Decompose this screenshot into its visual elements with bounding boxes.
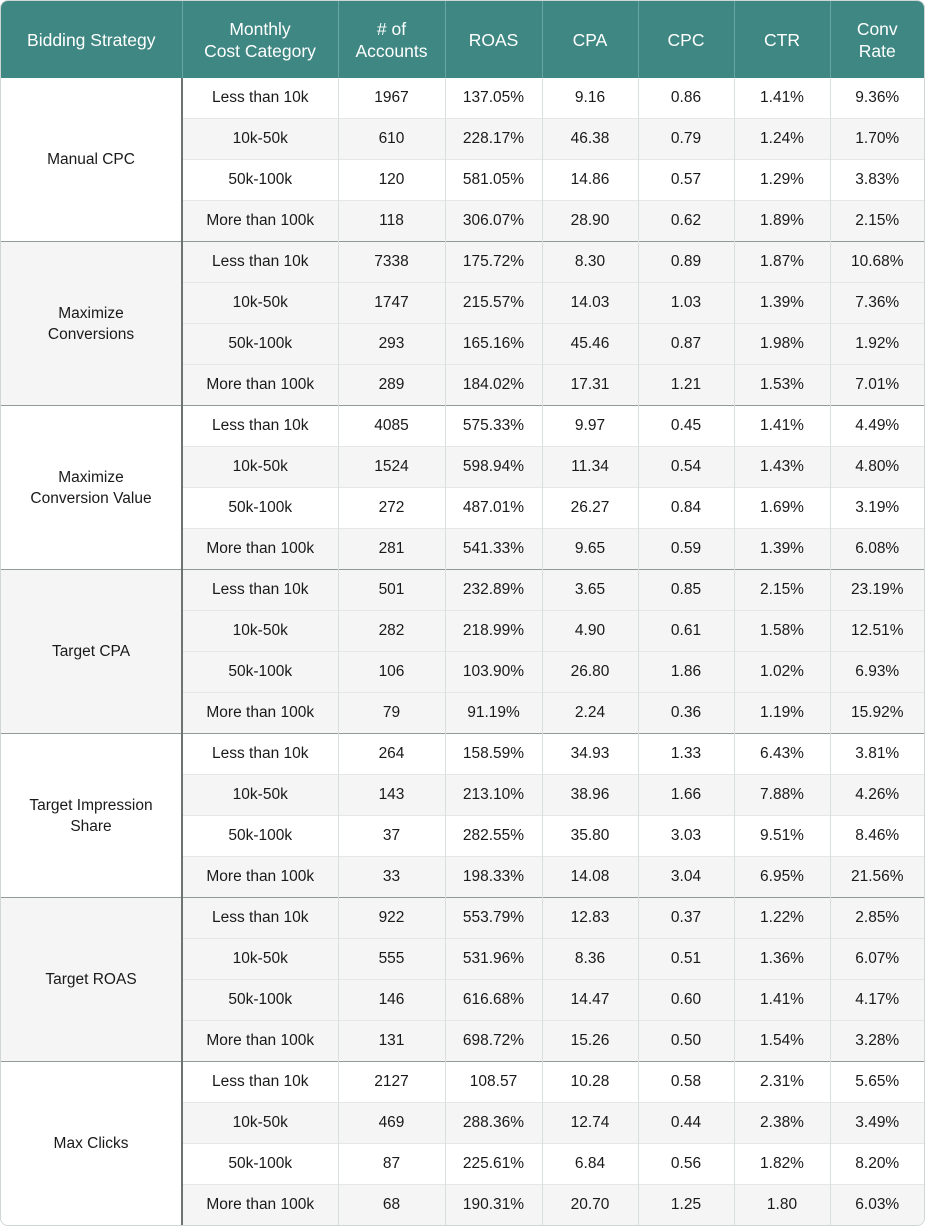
conv-rate-cell: 1.70% xyxy=(830,119,924,160)
cost-category-cell: Less than 10k xyxy=(182,1062,338,1103)
conv-rate-cell: 3.83% xyxy=(830,160,924,201)
roas-cell: 218.99% xyxy=(445,611,542,652)
ctr-cell: 6.95% xyxy=(734,857,830,898)
cost-category-cell: More than 100k xyxy=(182,857,338,898)
cost-category-cell: More than 100k xyxy=(182,365,338,406)
cpc-cell: 0.85 xyxy=(638,570,734,611)
accounts-cell: 501 xyxy=(338,570,445,611)
roas-cell: 553.79% xyxy=(445,898,542,939)
strategy-label-line: Maximize xyxy=(58,468,124,486)
strategy-label-line: Max Clicks xyxy=(53,1135,129,1152)
cpa-cell: 12.83 xyxy=(542,898,638,939)
conv-rate-cell: 12.51% xyxy=(830,611,924,652)
roas-cell: 487.01% xyxy=(445,488,542,529)
cpc-cell: 1.25 xyxy=(638,1185,734,1226)
accounts-cell: 272 xyxy=(338,488,445,529)
strategy-label-line: Target ROAS xyxy=(45,971,137,988)
roas-cell: 306.07% xyxy=(445,201,542,242)
ctr-cell: 1.87% xyxy=(734,242,830,283)
cpc-cell: 0.59 xyxy=(638,529,734,570)
ctr-cell: 1.82% xyxy=(734,1144,830,1185)
cost-category-cell: 50k-100k xyxy=(182,488,338,529)
cpa-cell: 12.74 xyxy=(542,1103,638,1144)
conv-rate-cell: 2.85% xyxy=(830,898,924,939)
cost-category-cell: 10k-50k xyxy=(182,611,338,652)
cost-category-cell: 50k-100k xyxy=(182,160,338,201)
conv-rate-cell: 2.15% xyxy=(830,201,924,242)
ctr-cell: 1.43% xyxy=(734,447,830,488)
accounts-cell: 282 xyxy=(338,611,445,652)
cost-category-cell: Less than 10k xyxy=(182,898,338,939)
conv-rate-cell: 3.19% xyxy=(830,488,924,529)
ctr-cell: 1.02% xyxy=(734,652,830,693)
table-row xyxy=(1,570,924,611)
conv-rate-cell: 3.49% xyxy=(830,1103,924,1144)
roas-cell: 698.72% xyxy=(445,1021,542,1062)
conv-rate-cell: 4.26% xyxy=(830,775,924,816)
cpc-cell: 0.87 xyxy=(638,324,734,365)
roas-cell: 575.33% xyxy=(445,406,542,447)
accounts-cell: 87 xyxy=(338,1144,445,1185)
ctr-cell: 1.24% xyxy=(734,119,830,160)
accounts-cell: 922 xyxy=(338,898,445,939)
accounts-cell: 143 xyxy=(338,775,445,816)
accounts-cell: 1747 xyxy=(338,283,445,324)
roas-cell: 184.02% xyxy=(445,365,542,406)
accounts-cell: 37 xyxy=(338,816,445,857)
ctr-cell: 1.69% xyxy=(734,488,830,529)
conv-rate-cell: 5.65% xyxy=(830,1062,924,1103)
roas-cell: 616.68% xyxy=(445,980,542,1021)
table-row xyxy=(1,898,924,939)
cpa-cell: 15.26 xyxy=(542,1021,638,1062)
cpc-cell: 1.21 xyxy=(638,365,734,406)
cpa-cell: 9.65 xyxy=(542,529,638,570)
cpa-cell: 46.38 xyxy=(542,119,638,160)
column-header-conv-rate xyxy=(830,1,924,78)
roas-cell: 215.57% xyxy=(445,283,542,324)
ctr-cell: 1.58% xyxy=(734,611,830,652)
cost-category-cell: 10k-50k xyxy=(182,283,338,324)
cpa-cell: 34.93 xyxy=(542,734,638,775)
ctr-cell: 6.43% xyxy=(734,734,830,775)
accounts-cell: 1967 xyxy=(338,78,445,119)
ctr-cell: 7.88% xyxy=(734,775,830,816)
strategy-cell xyxy=(1,570,182,734)
cpc-cell: 0.54 xyxy=(638,447,734,488)
roas-cell: 531.96% xyxy=(445,939,542,980)
header-row xyxy=(1,1,924,78)
cost-category-cell: 10k-50k xyxy=(182,119,338,160)
cpc-cell: 0.79 xyxy=(638,119,734,160)
ctr-cell: 2.31% xyxy=(734,1062,830,1103)
strategy-label-line: Conversions xyxy=(47,325,135,343)
roas-cell: 198.33% xyxy=(445,857,542,898)
cost-category-cell: 50k-100k xyxy=(182,816,338,857)
cpc-cell: 0.45 xyxy=(638,406,734,447)
cpc-cell: 0.58 xyxy=(638,1062,734,1103)
conv-rate-cell: 8.46% xyxy=(830,816,924,857)
cost-category-cell: Less than 10k xyxy=(182,78,338,119)
table-row xyxy=(1,242,924,283)
conv-rate-cell: 3.28% xyxy=(830,1021,924,1062)
cpc-cell: 0.84 xyxy=(638,488,734,529)
cost-category-cell: 50k-100k xyxy=(182,652,338,693)
conv-rate-cell: 6.03% xyxy=(830,1185,924,1226)
ctr-cell: 2.15% xyxy=(734,570,830,611)
cost-category-cell: 10k-50k xyxy=(182,1103,338,1144)
cpc-cell: 0.86 xyxy=(638,78,734,119)
cost-category-cell: 50k-100k xyxy=(182,324,338,365)
strategy-cell xyxy=(1,898,182,1062)
cpa-cell: 8.36 xyxy=(542,939,638,980)
cpa-cell: 4.90 xyxy=(542,611,638,652)
roas-cell: 175.72% xyxy=(445,242,542,283)
cpa-cell: 3.65 xyxy=(542,570,638,611)
cpa-cell: 2.24 xyxy=(542,693,638,734)
ctr-cell: 1.54% xyxy=(734,1021,830,1062)
roas-cell: 91.19% xyxy=(445,693,542,734)
roas-cell: 158.59% xyxy=(445,734,542,775)
cpc-cell: 0.57 xyxy=(638,160,734,201)
cost-category-cell: More than 100k xyxy=(182,1021,338,1062)
ctr-cell: 1.41% xyxy=(734,980,830,1021)
ctr-cell: 1.19% xyxy=(734,693,830,734)
accounts-cell: 289 xyxy=(338,365,445,406)
cost-category-cell: 50k-100k xyxy=(182,1144,338,1185)
cost-category-cell: Less than 10k xyxy=(182,570,338,611)
cpc-cell: 0.60 xyxy=(638,980,734,1021)
cost-category-cell: Less than 10k xyxy=(182,242,338,283)
roas-cell: 165.16% xyxy=(445,324,542,365)
column-header-cpa xyxy=(542,1,638,78)
accounts-cell: 33 xyxy=(338,857,445,898)
strategy-cell xyxy=(1,242,182,406)
cost-category-cell: Less than 10k xyxy=(182,734,338,775)
roas-cell: 137.05% xyxy=(445,78,542,119)
cpc-cell: 0.44 xyxy=(638,1103,734,1144)
roas-cell: 190.31% xyxy=(445,1185,542,1226)
ctr-cell: 1.39% xyxy=(734,283,830,324)
cost-category-cell: 50k-100k xyxy=(182,980,338,1021)
ctr-cell: 1.89% xyxy=(734,201,830,242)
accounts-cell: 264 xyxy=(338,734,445,775)
cpa-cell: 35.80 xyxy=(542,816,638,857)
strategy-cell xyxy=(1,1062,182,1226)
column-header-cpc xyxy=(638,1,734,78)
cpc-cell: 0.37 xyxy=(638,898,734,939)
cpa-cell: 9.16 xyxy=(542,78,638,119)
conv-rate-cell: 23.19% xyxy=(830,570,924,611)
ctr-cell: 2.38% xyxy=(734,1103,830,1144)
strategy-label-line: Target CPA xyxy=(51,643,131,660)
conv-rate-cell: 6.93% xyxy=(830,652,924,693)
roas-cell: 232.89% xyxy=(445,570,542,611)
roas-cell: 581.05% xyxy=(445,160,542,201)
roas-cell: 225.61% xyxy=(445,1144,542,1185)
cpa-cell: 26.80 xyxy=(542,652,638,693)
table-row xyxy=(1,734,924,775)
conv-rate-cell: 8.20% xyxy=(830,1144,924,1185)
cpc-cell: 0.50 xyxy=(638,1021,734,1062)
cpa-cell: 45.46 xyxy=(542,324,638,365)
cpa-cell: 28.90 xyxy=(542,201,638,242)
conv-rate-cell: 21.56% xyxy=(830,857,924,898)
conv-rate-cell: 6.08% xyxy=(830,529,924,570)
cpa-cell: 9.97 xyxy=(542,406,638,447)
cpa-cell: 8.30 xyxy=(542,242,638,283)
column-header-line: Monthly xyxy=(229,18,291,39)
cpc-cell: 3.04 xyxy=(638,857,734,898)
roas-cell: 598.94% xyxy=(445,447,542,488)
ctr-cell: 9.51% xyxy=(734,816,830,857)
roas-cell: 541.33% xyxy=(445,529,542,570)
accounts-cell: 79 xyxy=(338,693,445,734)
cost-category-cell: More than 100k xyxy=(182,201,338,242)
cpc-cell: 0.36 xyxy=(638,693,734,734)
cost-category-cell: More than 100k xyxy=(182,1185,338,1226)
column-header-line: # of xyxy=(376,18,407,39)
cost-category-cell: More than 100k xyxy=(182,529,338,570)
accounts-cell: 68 xyxy=(338,1185,445,1226)
cpc-cell: 1.33 xyxy=(638,734,734,775)
accounts-cell: 610 xyxy=(338,119,445,160)
column-header-line: Bidding Strategy xyxy=(27,29,156,50)
cpc-cell: 0.56 xyxy=(638,1144,734,1185)
table-body xyxy=(1,78,924,1225)
column-header-line: Conv xyxy=(856,18,898,39)
cost-category-cell: 10k-50k xyxy=(182,775,338,816)
ctr-cell: 1.36% xyxy=(734,939,830,980)
cpa-cell: 38.96 xyxy=(542,775,638,816)
conv-rate-cell: 10.68% xyxy=(830,242,924,283)
cpa-cell: 11.34 xyxy=(542,447,638,488)
conv-rate-cell: 4.80% xyxy=(830,447,924,488)
cpa-cell: 26.27 xyxy=(542,488,638,529)
cpa-cell: 6.84 xyxy=(542,1144,638,1185)
cpa-cell: 14.08 xyxy=(542,857,638,898)
column-header-line: CTR xyxy=(764,29,800,50)
column-header-line: Cost Category xyxy=(204,40,316,61)
accounts-cell: 293 xyxy=(338,324,445,365)
cpc-cell: 1.66 xyxy=(638,775,734,816)
cpc-cell: 3.03 xyxy=(638,816,734,857)
cost-category-cell: 10k-50k xyxy=(182,939,338,980)
ctr-cell: 1.53% xyxy=(734,365,830,406)
roas-cell: 282.55% xyxy=(445,816,542,857)
cost-category-cell: More than 100k xyxy=(182,693,338,734)
accounts-cell: 146 xyxy=(338,980,445,1021)
roas-cell: 108.57 xyxy=(445,1062,542,1103)
table-header xyxy=(1,1,924,78)
cpa-cell: 17.31 xyxy=(542,365,638,406)
conv-rate-cell: 7.01% xyxy=(830,365,924,406)
cost-category-cell: Less than 10k xyxy=(182,406,338,447)
accounts-cell: 131 xyxy=(338,1021,445,1062)
conv-rate-cell: 15.92% xyxy=(830,693,924,734)
conv-rate-cell: 4.17% xyxy=(830,980,924,1021)
column-header-line: CPC xyxy=(667,29,705,50)
accounts-cell: 2127 xyxy=(338,1062,445,1103)
strategy-cell xyxy=(1,78,182,242)
cpc-cell: 1.03 xyxy=(638,283,734,324)
bidding-strategy-table xyxy=(1,1,924,1225)
strategy-label-line: Maximize xyxy=(58,304,124,322)
conv-rate-cell: 1.92% xyxy=(830,324,924,365)
conv-rate-cell: 3.81% xyxy=(830,734,924,775)
accounts-cell: 120 xyxy=(338,160,445,201)
accounts-cell: 555 xyxy=(338,939,445,980)
ctr-cell: 1.80 xyxy=(734,1185,830,1226)
cpc-cell: 0.51 xyxy=(638,939,734,980)
column-header-bidding-strategy xyxy=(1,1,182,78)
conv-rate-cell: 6.07% xyxy=(830,939,924,980)
table-row xyxy=(1,78,924,119)
ctr-cell: 1.98% xyxy=(734,324,830,365)
cost-category-cell: 10k-50k xyxy=(182,447,338,488)
strategy-label-line: Share xyxy=(70,817,112,835)
ctr-cell: 1.29% xyxy=(734,160,830,201)
cpa-cell: 10.28 xyxy=(542,1062,638,1103)
accounts-cell: 118 xyxy=(338,201,445,242)
ctr-cell: 1.22% xyxy=(734,898,830,939)
strategy-label-line: Target Impression xyxy=(29,796,153,814)
accounts-cell: 281 xyxy=(338,529,445,570)
accounts-cell: 4085 xyxy=(338,406,445,447)
roas-cell: 288.36% xyxy=(445,1103,542,1144)
roas-cell: 228.17% xyxy=(445,119,542,160)
cpa-cell: 14.86 xyxy=(542,160,638,201)
ctr-cell: 1.41% xyxy=(734,78,830,119)
column-header-line: Accounts xyxy=(355,40,428,61)
strategy-cell xyxy=(1,734,182,898)
accounts-cell: 7338 xyxy=(338,242,445,283)
cpc-cell: 0.61 xyxy=(638,611,734,652)
strategy-cell xyxy=(1,406,182,570)
strategy-label-line: Manual CPC xyxy=(47,151,135,168)
column-header-ctr xyxy=(734,1,830,78)
cpa-cell: 14.47 xyxy=(542,980,638,1021)
cpc-cell: 0.62 xyxy=(638,201,734,242)
cpc-cell: 1.86 xyxy=(638,652,734,693)
column-header-line: ROAS xyxy=(468,29,519,50)
ctr-cell: 1.41% xyxy=(734,406,830,447)
conv-rate-cell: 7.36% xyxy=(830,283,924,324)
accounts-cell: 469 xyxy=(338,1103,445,1144)
roas-cell: 213.10% xyxy=(445,775,542,816)
ctr-cell: 1.39% xyxy=(734,529,830,570)
column-header-line: Rate xyxy=(858,40,896,61)
conv-rate-cell: 9.36% xyxy=(830,78,924,119)
column-header-monthly-cost-category xyxy=(182,1,338,78)
cpa-cell: 14.03 xyxy=(542,283,638,324)
strategy-label-line: Conversion Value xyxy=(30,489,152,507)
cpa-cell: 20.70 xyxy=(542,1185,638,1226)
table-row xyxy=(1,1062,924,1103)
column-header-accounts xyxy=(338,1,445,78)
roas-cell: 103.90% xyxy=(445,652,542,693)
cpc-cell: 0.89 xyxy=(638,242,734,283)
column-header-roas xyxy=(445,1,542,78)
conv-rate-cell: 4.49% xyxy=(830,406,924,447)
column-header-line: CPA xyxy=(572,29,608,50)
accounts-cell: 1524 xyxy=(338,447,445,488)
accounts-cell: 106 xyxy=(338,652,445,693)
table-row xyxy=(1,406,924,447)
